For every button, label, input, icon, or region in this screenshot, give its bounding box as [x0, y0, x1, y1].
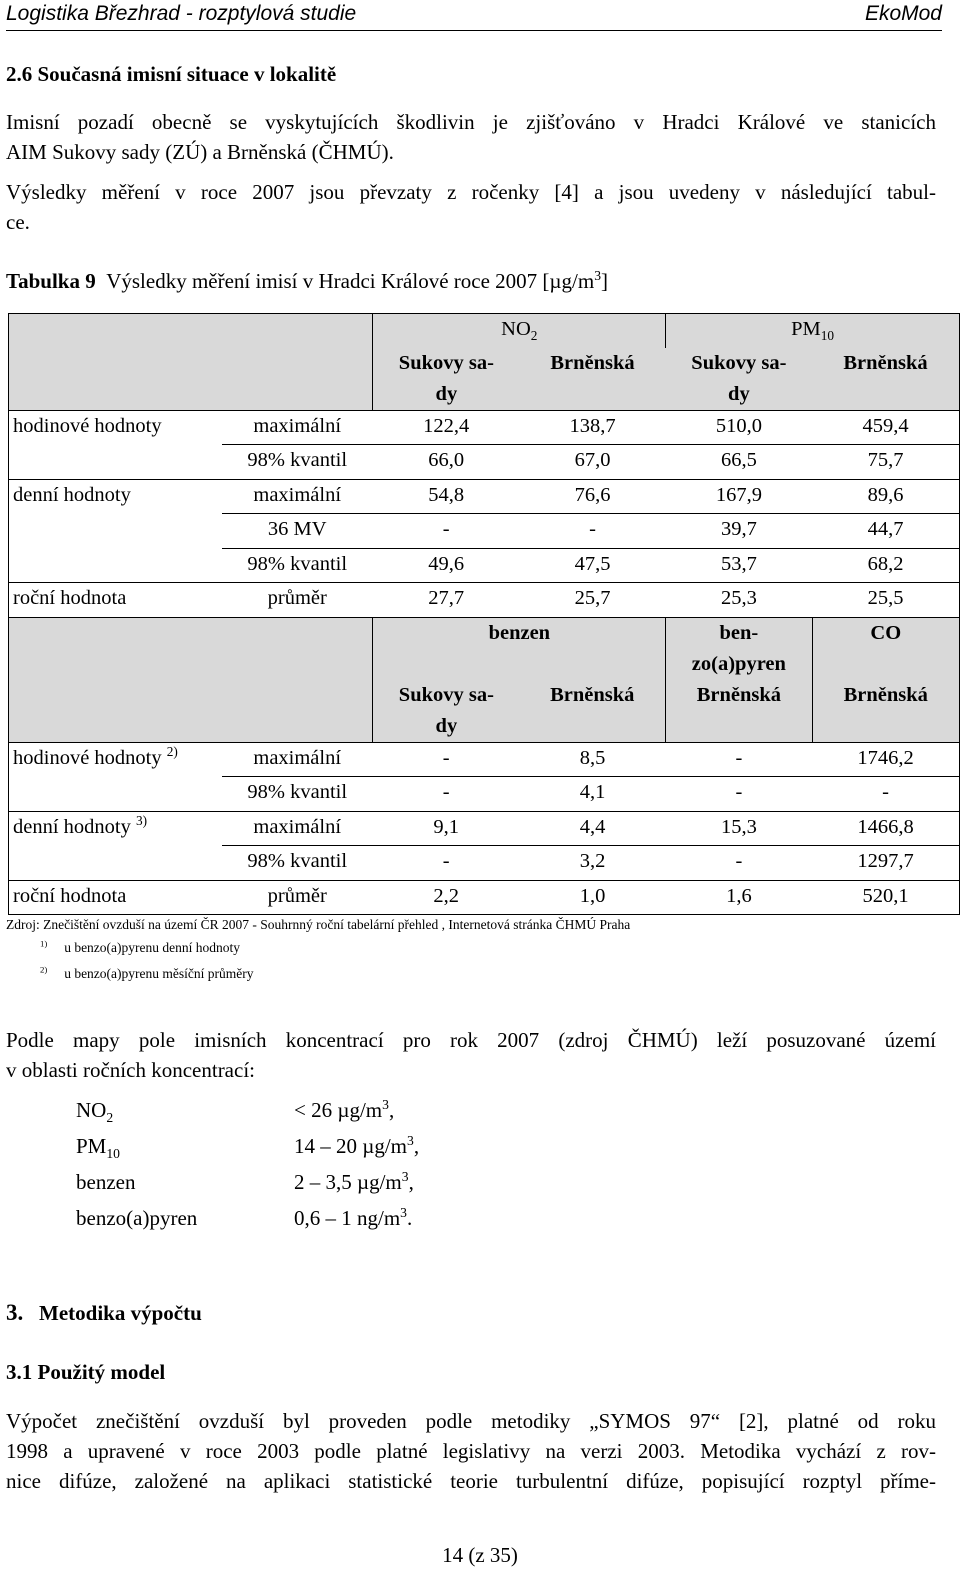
table-row: 98% kvantil - 3,2 - 1297,7	[9, 846, 960, 881]
emission-table	[8, 313, 960, 915]
station-brnenska: Brněnská	[519, 680, 665, 743]
intro-line: Imisní pozadí obecně se vyskytujících škodlivin je zjišťováno v Hradci Králové ve stanicích	[6, 110, 936, 134]
table-header-row	[9, 314, 960, 348]
table-row: hodinové hodnoty $^{2)}$ maximální - 8,5 - 1746,2	[9, 742, 960, 777]
station-brnenska: Brněnská	[666, 680, 812, 743]
header-benzo-a-pyren: ben- zo(a)pyren	[666, 617, 812, 680]
table-caption	[6, 266, 608, 296]
chapter-number: 3.	[6, 1300, 24, 1325]
footnote-1: $^{1)}$ u benzo(a)pyrenu denní hodnoty	[40, 938, 241, 955]
table-row: denní hodnoty $^{3)}$ maximální 9,1 4,4 15,3 1466,8	[9, 811, 960, 846]
station-brnenska: Brněnská	[812, 680, 959, 743]
header-blank	[9, 617, 373, 742]
subsection-title: 3.1 Použitý model	[6, 1360, 166, 1384]
header-benzen: benzen	[373, 617, 666, 680]
table-row: 36 MV - - 39,7 44,7	[9, 514, 960, 549]
page-header	[6, 0, 942, 32]
station-sukovy: Sukovy sa- dy	[373, 348, 519, 411]
method-paragraph	[6, 1406, 936, 1496]
table-caption-text: Výsledky měření imisí v Hradci Králové roce 2007 [µg/m	[106, 269, 595, 293]
intro-paragraph-1	[6, 107, 936, 167]
table-row: hodinové hodnoty maximální 122,4 138,7 510,0 459,4	[9, 410, 960, 445]
table-row: 98% kvantil - 4,1 - -	[9, 777, 960, 812]
list-item: benzen 2 – 3,5 $\mu g/m^3$,	[76, 1168, 414, 1194]
header-blank	[9, 314, 373, 411]
map-line: Podle mapy pole imisních koncentrací pro rok 2007 (zdroj ČHMÚ) leží posuzované území	[6, 1028, 936, 1052]
intro-line: ce.	[6, 210, 30, 234]
footnote-2: $^{2)}$ u benzo(a)pyrenu měsíční průměry	[40, 964, 254, 981]
list-item: $PM_{10}$ 14 – 20 $\mu g/m^3$,	[76, 1132, 420, 1161]
section-title: 2.6 Současná imisní situace v lokalitě	[6, 62, 337, 86]
map-line: v oblasti ročních koncentrací:	[6, 1058, 255, 1082]
method-line: Výpočet znečištění ovzduší byl proveden podle metodiky „SYMOS 97“ [2], platné od roku	[6, 1409, 936, 1433]
station-brnenska: Brněnská	[812, 348, 959, 411]
header-pm10: $PM_{10}$	[666, 314, 960, 348]
concentration-list	[76, 1092, 419, 1236]
list-item: benzo(a)pyren 0,6 – 1 $ng/m^3$.	[76, 1204, 413, 1230]
caption-end: ]	[601, 269, 609, 293]
table-row: 98% kvantil 49,6 47,5 53,7 68,2	[9, 548, 960, 583]
station-brnenska: Brněnská	[519, 348, 665, 411]
header-no2: $NO_2$	[373, 314, 666, 348]
station-sukovy: Sukovy sa- dy	[666, 348, 812, 411]
chapter-title: Metodika výpočtu	[39, 1301, 202, 1325]
header-rule	[6, 30, 942, 31]
intro-line: Výsledky měření v roce 2007 jsou převzaty z ročenky [4] a jsou uvedeny v následující tabul-	[6, 180, 936, 204]
header-co: CO	[812, 617, 959, 680]
intro-line: AIM Sukovy sady (ZÚ) a Brněnská (ČHMÚ).	[6, 140, 394, 164]
list-item: $NO_2$ < 26 $\mu g/m^3$,	[76, 1096, 395, 1125]
table-row: denní hodnoty maximální 54,8 76,6 167,9 89,6	[9, 479, 960, 514]
table-row: 98% kvantil 66,0 67,0 66,5 75,7	[9, 445, 960, 480]
table-caption-label: Tabulka 9	[6, 269, 96, 293]
table-row: roční hodnota průměr 27,7 25,7 25,3 25,5	[9, 583, 960, 618]
chapter-heading	[6, 1300, 202, 1326]
map-paragraph	[6, 1025, 936, 1085]
method-line: 1998 a upravené v roce 2003 podle platné legislativy na verzi 2003. Metodika vychází z rov-	[6, 1439, 936, 1463]
page-number: 14 (z 35)	[442, 1543, 518, 1567]
table-source: Zdroj: Znečištění ovzduší na území ČR 2007 - Souhrnný roční tabelární přehled , Internetová stránka ČHMÚ Praha	[6, 917, 631, 932]
intro-paragraph-2	[6, 177, 936, 237]
header-company: EkoMod	[864, 2, 942, 25]
header-title: Logistika Březhrad - rozptylová studie	[6, 2, 357, 25]
caption-sup: 3	[594, 268, 602, 283]
method-line: nice difúze, založené na aplikaci statistické teorie turbulentní difúze, popisující rozptyl příme-	[6, 1469, 936, 1493]
table-row: roční hodnota průměr 2,2 1,0 1,6 520,1	[9, 880, 960, 915]
station-sukovy: Sukovy sa- dy	[373, 680, 519, 743]
